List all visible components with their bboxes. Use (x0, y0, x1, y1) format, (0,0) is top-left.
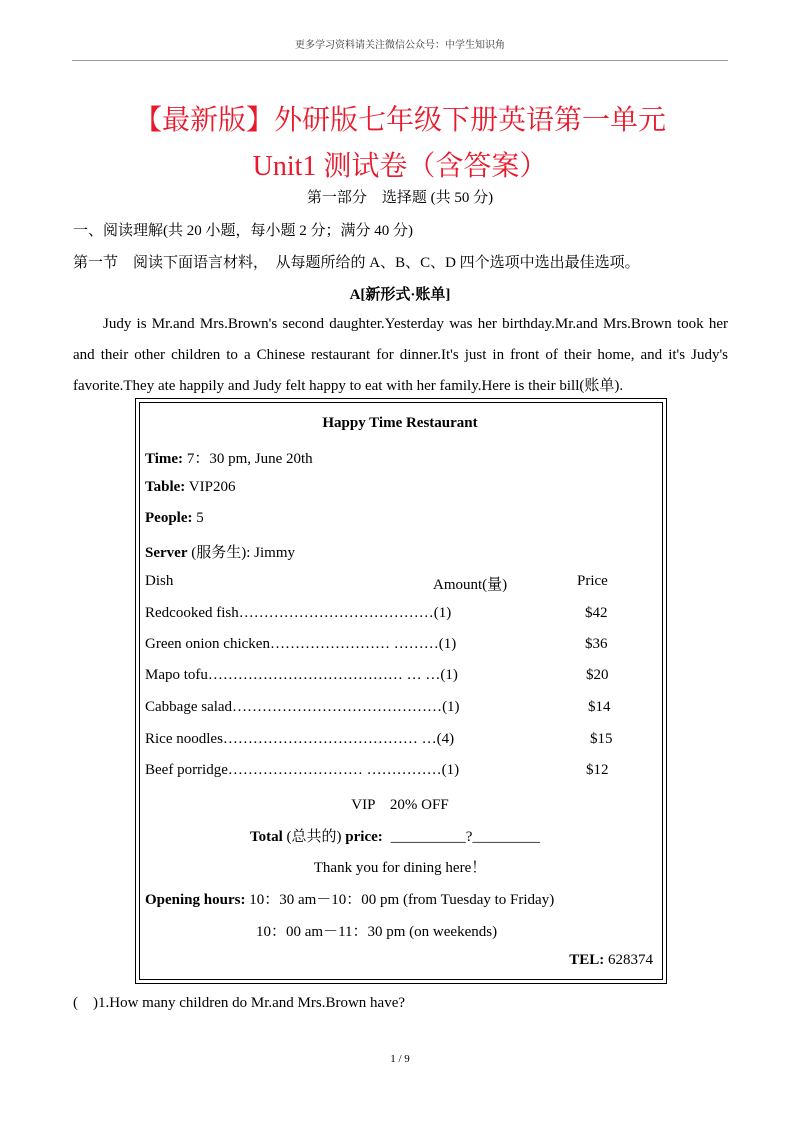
bill-item-row (145, 762, 459, 779)
bill-item-row (145, 731, 454, 748)
hours-weekday: 10：30 am－10：00 pm (from Tuesday to Friday) (245, 892, 555, 908)
page-header-note: 更多学习资料请关注微信公众号：中学生知识角 (295, 40, 505, 51)
item-dish: Mapo tofu………………………………… … … (145, 667, 441, 683)
page-number: 1 / 9 (390, 1053, 410, 1065)
discount-note: VIP 20% OFF (351, 797, 449, 813)
table-label: Table: (145, 479, 186, 495)
hours-weekend: 10：00 am－11：30 pm (on weekends) (256, 924, 498, 940)
total-label: Total (250, 829, 283, 845)
total-price-label: price: (345, 829, 383, 845)
section-heading: 一、阅读理解(共 20 小题，每小题 2 分；满分 40 分) (73, 223, 413, 239)
column-header-amount: Amount(量) (433, 577, 508, 593)
item-dish: Redcooked fish………………………………… (145, 605, 434, 621)
bill-server-row (145, 541, 295, 562)
bill-item-row (145, 699, 460, 716)
column-header-price: Price (577, 573, 608, 589)
opening-hours-row (145, 888, 554, 909)
time-label: Time: (145, 451, 184, 467)
restaurant-name: Happy Time Restaurant (322, 415, 478, 431)
document-title-line2: Unit1 测试卷（含答案） (252, 151, 548, 182)
server-value: (服务生): Jimmy (187, 545, 295, 561)
item-price: $42 (585, 605, 608, 621)
question-1: ( )1.How many children do Mr.and Mrs.Brown have? (73, 995, 406, 1011)
item-amount: (1) (440, 667, 458, 683)
item-amount: (1) (433, 605, 452, 621)
people-label: People: (145, 510, 193, 526)
bill-time-row (145, 447, 313, 468)
part-heading: 第一部分 选择题 (共 50 分) (306, 190, 494, 206)
server-label: Server (145, 545, 188, 561)
hours-label: Opening hours: (145, 892, 246, 908)
bill-people-row (145, 510, 204, 527)
column-header-dish: Dish (145, 573, 174, 589)
total-blank: __________?_________ (390, 829, 540, 845)
bill-item-row (145, 605, 451, 622)
item-price: $20 (586, 667, 609, 683)
item-amount: (1) (441, 762, 460, 778)
tel-label: TEL: (569, 952, 605, 968)
item-price: $12 (586, 762, 609, 778)
bill-item-row (145, 667, 458, 684)
item-price: $36 (585, 636, 608, 652)
total-price-row (250, 825, 540, 846)
bill-item-row (145, 636, 456, 653)
thanks-message: Thank you for dining here！ (313, 860, 487, 876)
bill-table-row (145, 479, 235, 496)
item-amount: (4) (436, 731, 455, 747)
total-mid: (总共的) (282, 829, 346, 845)
passage-paragraph (73, 309, 728, 402)
passage-text: Judy is Mr.and Mrs.Brown's second daughter.Yesterday was her birthday.Mr.and Mrs.Brown took her and their other children to a Chinese restaurant for dinner.It's just in front of their home, and it's Judy's favorite.They ate happily and Judy felt happy to eat with her family.Here is their bill(账单). (73, 316, 728, 394)
table-value: VIP206 (185, 479, 236, 495)
section-instruction: 第一节 阅读下面语言材料， 从每题所给的 A、B、C、D 四个选项中选出最佳选项。 (73, 255, 640, 271)
people-value: 5 (192, 510, 204, 526)
item-price: $14 (588, 699, 611, 715)
item-dish: Rice noodles………………………………… … (145, 731, 437, 747)
item-dish: Cabbage salad…………………………………… (145, 699, 443, 715)
time-value: 7：30 pm, June 20th (183, 451, 313, 467)
header-divider (72, 60, 728, 61)
document-title-line1: 【最新版】外研版七年级下册英语第一单元 (133, 105, 666, 136)
item-dish: Green onion chicken…………………… ……… (145, 636, 439, 652)
item-dish: Beef porridge……………………… …………… (145, 762, 442, 778)
tel-value: 628374 (604, 952, 653, 968)
item-amount: (1) (442, 699, 460, 715)
telephone-row (139, 952, 653, 969)
item-amount: (1) (438, 636, 457, 652)
item-price: $15 (590, 731, 613, 747)
passage-label: A[新形式·账单] (349, 287, 451, 303)
